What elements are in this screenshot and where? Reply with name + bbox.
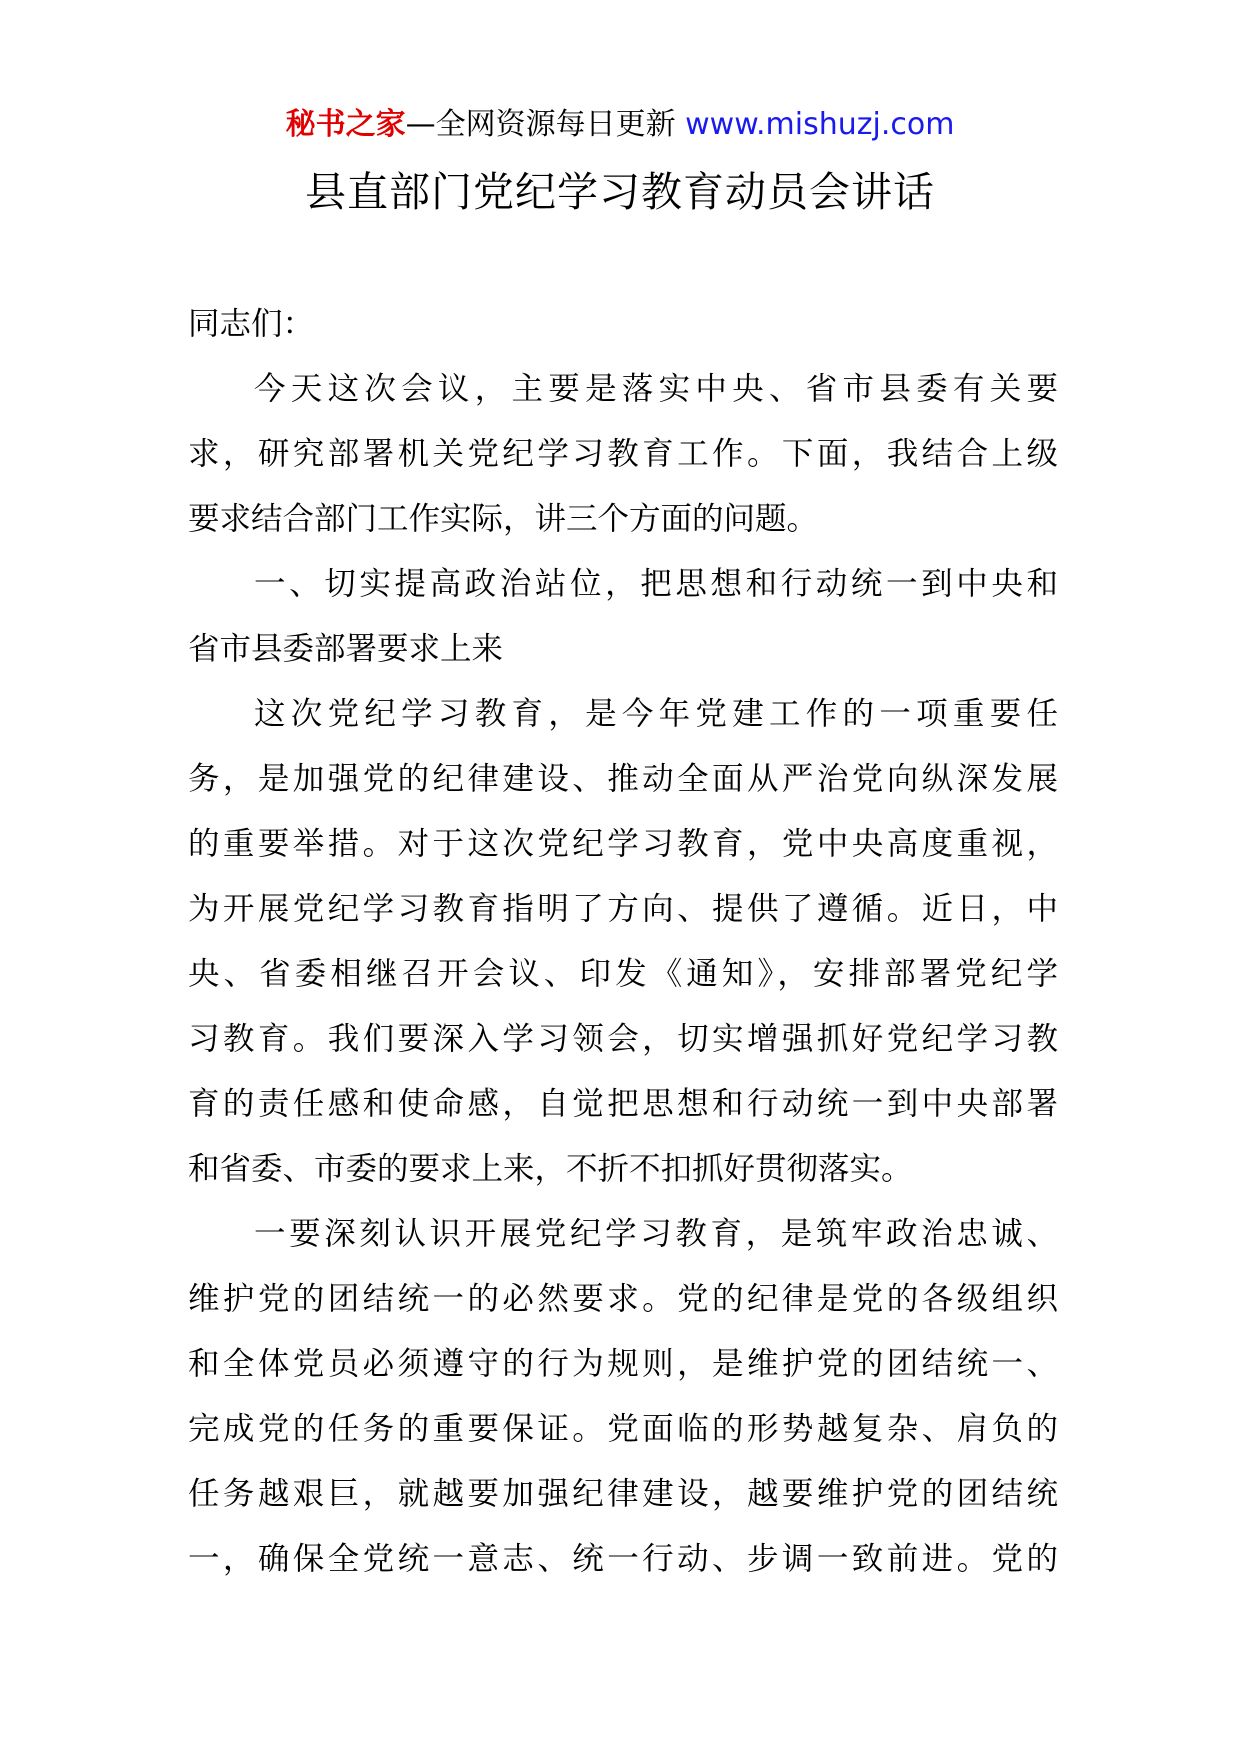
body-line: 一要深刻认识开展党纪学习教育，是筑牢政治忠诚、 <box>254 1216 1058 1252</box>
body-line: 要求结合部门工作实际，讲三个方面的问题。 <box>188 501 819 537</box>
section-heading-line: 一、切实提高政治站位，把思想和行动统一到中央和 <box>254 566 1058 602</box>
body-line: 任务越艰巨，就越要加强纪律建设，越要维护党的团结统 <box>188 1476 1058 1512</box>
body-line: 育的责任感和使命感，自觉把思想和行动统一到中央部署 <box>188 1086 1058 1122</box>
body-line: 央、省委相继召开会议、印发《通知》，安排部署党纪学 <box>188 956 1058 992</box>
body-line: 求，研究部署机关党纪学习教育工作。下面，我结合上级 <box>188 436 1058 472</box>
body-line: 习教育。我们要深入学习领会，切实增强抓好党纪学习教 <box>188 1021 1058 1057</box>
watermark-url[interactable]: www.mishuzj.com <box>685 107 955 142</box>
watermark-brand: 秘书之家 <box>285 107 406 142</box>
body-line: 这次党纪学习教育，是今年党建工作的一项重要任 <box>254 696 1058 732</box>
body-line: 和省委、市委的要求上来，不折不扣抓好贯彻落实。 <box>188 1151 913 1187</box>
document-title: 县直部门党纪学习教育动员会讲话 <box>305 168 935 216</box>
section-heading-line: 省市县委部署要求上来 <box>188 631 504 667</box>
document-body <box>188 292 1058 1592</box>
body-line: 维护党的团结统一的必然要求。党的纪律是党的各级组织 <box>188 1281 1058 1317</box>
site-watermark-header <box>0 100 1240 150</box>
body-line: 和全体党员必须遵守的行为规则，是维护党的团结统一、 <box>188 1346 1058 1382</box>
body-line: 的重要举措。对于这次党纪学习教育，党中央高度重视， <box>188 826 1058 862</box>
watermark-tagline: —全网资源每日更新 <box>405 107 686 142</box>
body-line: 务，是加强党的纪律建设、推动全面从严治党向纵深发展 <box>188 761 1058 797</box>
body-line: 一，确保全党统一意志、统一行动、步调一致前进。党的 <box>188 1541 1058 1577</box>
salutation-line: 同志们： <box>188 306 315 342</box>
body-line: 完成党的任务的重要保证。党面临的形势越复杂、肩负的 <box>188 1411 1058 1447</box>
body-line: 为开展党纪学习教育指明了方向、提供了遵循。近日，中 <box>188 891 1058 927</box>
body-line: 今天这次会议，主要是落实中央、省市县委有关要 <box>254 371 1058 407</box>
